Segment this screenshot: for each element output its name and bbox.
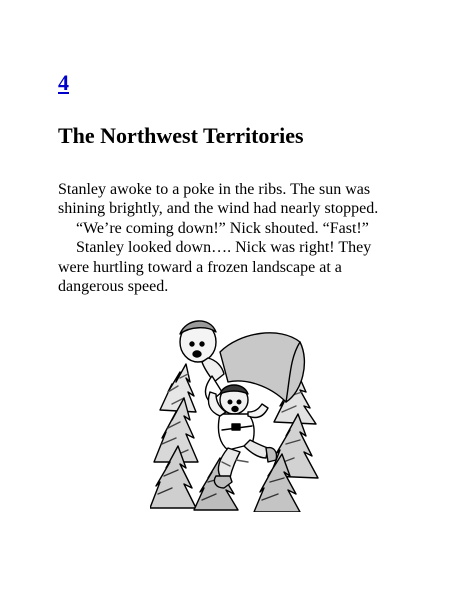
text-line: dangerous speed. (58, 278, 169, 296)
text-line: were hurtling toward a frozen landscape at a (58, 258, 342, 276)
stanley-character (208, 385, 276, 488)
pine-tree (160, 364, 196, 412)
illustration-flat-stanley-falling (150, 312, 322, 512)
chapter-body-text (58, 180, 418, 296)
text-line: Stanley looked down…. Nick was right! They (76, 239, 372, 257)
chapter-title: The Northwest Territories (58, 123, 304, 148)
text-line: “We’re coming down!” Nick shouted. “Fast!” (76, 219, 369, 237)
text-line: shining brightly, and the wind had nearly stopped. (58, 200, 379, 218)
text-line: Stanley awoke to a poke in the ribs. The sun was (58, 181, 371, 198)
chapter-number-link[interactable]: 4 (58, 70, 69, 95)
